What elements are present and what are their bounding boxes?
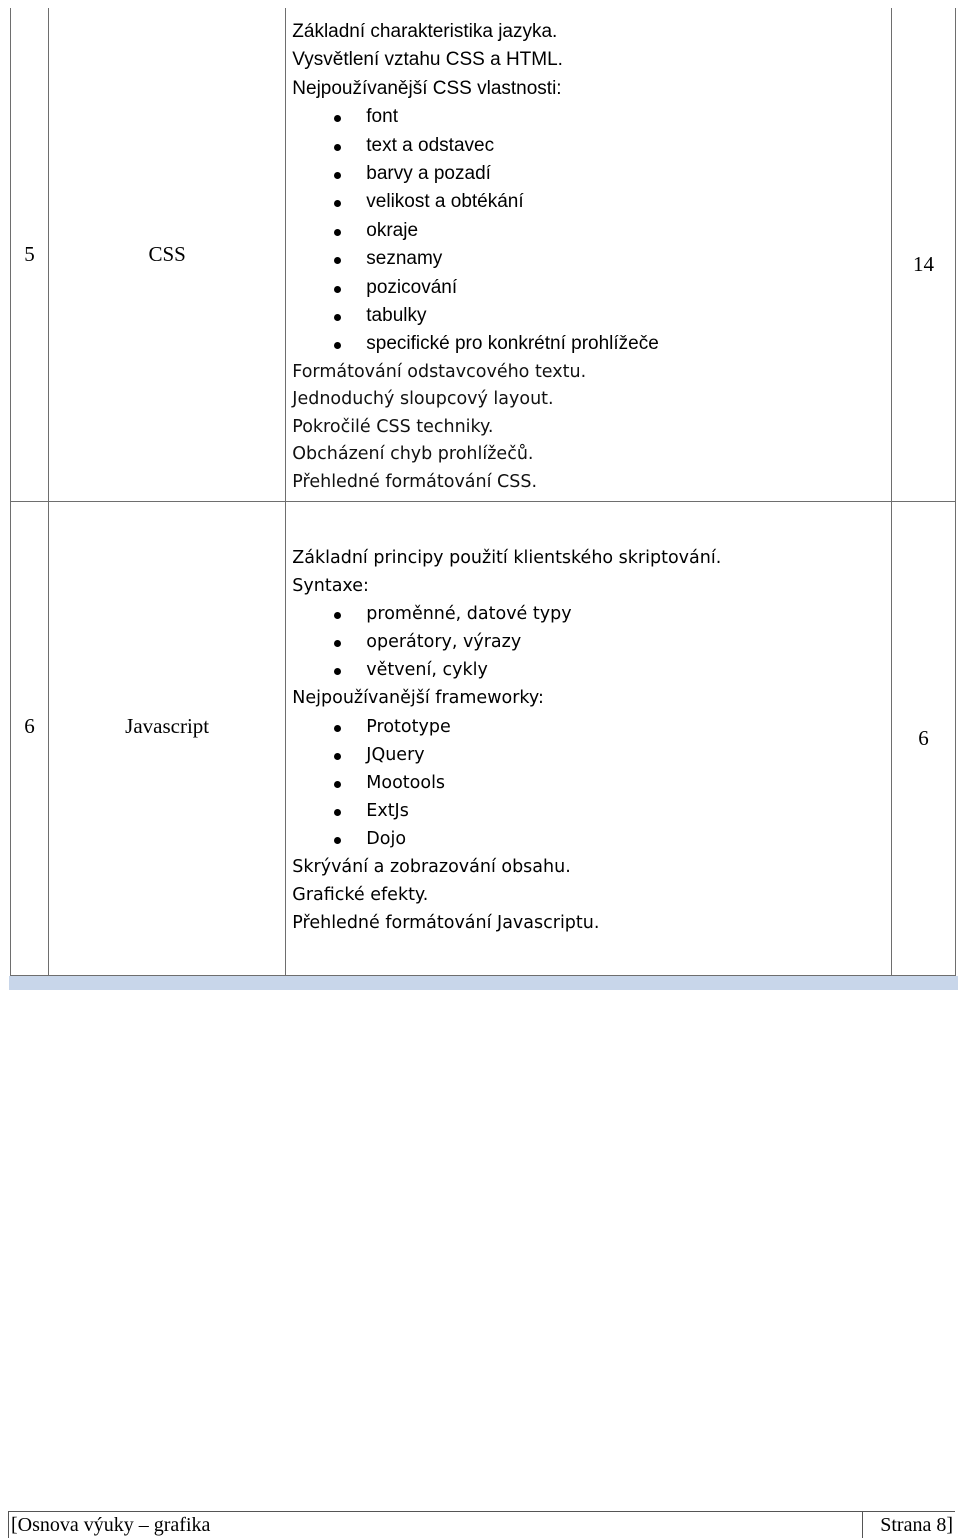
line-text: Nejpoužívanější frameworky: — [292, 688, 544, 709]
bullet-item — [292, 825, 891, 853]
bullet-icon — [334, 229, 341, 236]
bullet-icon — [334, 809, 341, 816]
line-text: barvy a pozadí — [366, 163, 491, 185]
bullet-icon — [334, 668, 341, 675]
content-line — [292, 909, 891, 937]
bullet-item — [292, 132, 891, 160]
bullet-item — [292, 628, 891, 656]
content-line — [292, 386, 891, 414]
bullet-icon — [334, 314, 341, 321]
table-row — [11, 502, 956, 976]
bullet-icon — [334, 286, 341, 293]
line-text: Obcházení chyb prohlížečů. — [292, 444, 534, 465]
bullet-item — [292, 188, 891, 216]
row-number-cell — [11, 8, 49, 502]
line-text: Prototype — [366, 716, 451, 737]
content-line — [292, 544, 891, 572]
line-text: velikost a obtékání — [366, 191, 524, 213]
content-line — [292, 881, 891, 909]
bullet-item — [292, 769, 891, 797]
line-text: okraje — [366, 219, 419, 241]
footer-divider — [862, 1512, 864, 1538]
hours-cell — [891, 502, 955, 976]
line-text: text a odstavec — [366, 134, 495, 156]
topic-content — [286, 502, 891, 937]
line-text: Nejpoužívanější CSS vlastnosti: — [292, 77, 562, 99]
bullet-icon — [334, 640, 341, 647]
bullet-icon — [334, 837, 341, 844]
hours-value: 6 — [918, 726, 929, 750]
bullet-icon — [334, 612, 341, 619]
bullet-item — [292, 245, 891, 273]
content-line — [292, 853, 891, 881]
line-text: pozicování — [366, 276, 458, 298]
line-text: Syntaxe: — [292, 576, 369, 597]
bullet-item — [292, 741, 891, 769]
topic-content-cell — [286, 502, 892, 976]
bullet-item — [292, 217, 891, 245]
content-line — [292, 75, 891, 103]
row-number: 6 — [24, 714, 35, 738]
line-text: Jednoduchý sloupcový layout. — [292, 389, 554, 410]
bullet-icon — [334, 342, 341, 349]
bullet-icon — [334, 200, 341, 207]
line-text: Přehledné formátování Javascriptu. — [292, 913, 600, 934]
content-line — [292, 441, 891, 469]
topic-content — [286, 8, 891, 496]
topic-content-cell — [286, 8, 892, 502]
bullet-icon — [334, 172, 341, 179]
row-number-cell — [11, 502, 49, 976]
bullet-icon — [334, 257, 341, 264]
curriculum-table — [10, 8, 956, 976]
line-text: Základní charakteristika jazyka. — [292, 21, 558, 42]
footer-document-title: [Osnova výuky – grafika — [11, 1514, 211, 1536]
line-text: Mootools — [366, 772, 446, 793]
row-number: 5 — [24, 242, 35, 266]
bullet-item — [292, 330, 891, 358]
topic-name: Javascript — [125, 714, 210, 738]
line-text: seznamy — [366, 248, 443, 270]
bullet-icon — [334, 781, 341, 788]
line-text: Dojo — [366, 828, 407, 849]
bullet-icon — [334, 144, 341, 151]
line-text: specifické pro konkrétní prohlížeče — [366, 333, 659, 355]
line-text: Přehledné formátování CSS. — [292, 471, 538, 492]
line-text: tabulky — [366, 305, 427, 327]
line-text: Formátování odstavcového textu. — [292, 361, 587, 382]
content-line — [292, 414, 891, 442]
bullet-icon — [334, 115, 341, 122]
line-text: větvení, cykly — [366, 660, 488, 681]
bullet-item — [292, 797, 891, 825]
topic-name-cell — [49, 502, 286, 976]
line-text: font — [366, 106, 398, 128]
content-line — [292, 359, 891, 387]
line-text: Skrývání a zobrazování obsahu. — [292, 857, 571, 878]
table-row — [11, 8, 956, 502]
line-text: proměnné, datové typy — [366, 604, 572, 625]
content-line — [292, 18, 891, 46]
table-bottom-shading — [9, 976, 958, 990]
line-text: Pokročilé CSS techniky. — [292, 416, 494, 437]
bullet-item — [292, 600, 891, 628]
bullet-item — [292, 160, 891, 188]
bullet-item — [292, 656, 891, 684]
bullet-item — [292, 713, 891, 741]
bullet-item — [292, 274, 891, 302]
bullet-icon — [334, 725, 341, 732]
content-line — [292, 684, 891, 712]
bullet-item — [292, 103, 891, 131]
topic-name-cell — [49, 8, 286, 502]
content-line — [292, 572, 891, 600]
content-line — [292, 46, 891, 74]
hours-cell — [891, 8, 955, 502]
content-line — [292, 469, 891, 497]
line-text: operátory, výrazy — [366, 632, 522, 653]
bullet-icon — [334, 753, 341, 760]
hours-value: 14 — [912, 252, 934, 276]
line-text: ExtJs — [366, 800, 409, 821]
footer-page-number: Strana 8] — [880, 1514, 953, 1536]
bullet-item — [292, 302, 891, 330]
line-text: Základní principy použití klientského skriptování. — [292, 548, 722, 568]
line-text: JQuery — [366, 744, 425, 765]
page-footer — [8, 1511, 955, 1538]
line-text: Vysvětlení vztahu CSS a HTML. — [292, 49, 563, 71]
line-text: Grafické efekty. — [292, 885, 429, 906]
topic-name: CSS — [148, 242, 186, 266]
